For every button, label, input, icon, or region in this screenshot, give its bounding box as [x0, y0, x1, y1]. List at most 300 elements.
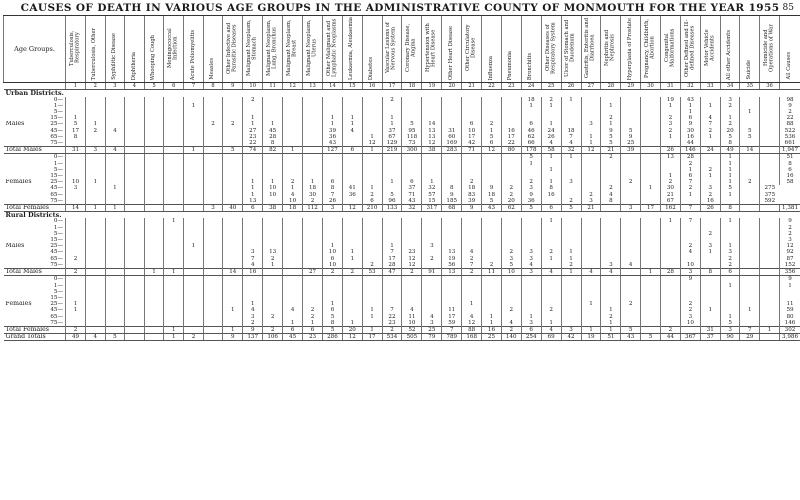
data-cell: 23: [243, 134, 263, 140]
data-cell: [402, 154, 422, 161]
data-cell: 11: [482, 269, 502, 276]
column-number: 36: [760, 83, 780, 90]
data-cell: 9: [442, 192, 462, 198]
data-cell: 1: [482, 128, 502, 134]
data-cell: 43: [323, 140, 343, 147]
data-cell: 13: [422, 134, 442, 140]
column-number: 23: [501, 83, 521, 90]
data-cell: [760, 269, 780, 276]
data-cell: 32: [422, 185, 442, 191]
column-header: [402, 16, 422, 83]
data-cell: 1: [740, 307, 760, 313]
age-group-label: 75—: [50, 140, 64, 147]
data-cell: 3: [720, 326, 740, 333]
data-cell: 16: [700, 198, 720, 205]
data-cell: 12: [342, 334, 362, 341]
data-cell: [164, 262, 184, 269]
column-header-label: Other Infective and Parasitic Diseases: [226, 22, 238, 74]
data-cell: 1: [561, 154, 581, 161]
data-cell: [581, 262, 601, 269]
table-row: [4, 198, 800, 205]
data-cell: [243, 276, 263, 283]
data-cell: 43: [621, 334, 641, 341]
sex-label: [4, 320, 45, 327]
data-cell: [125, 147, 145, 154]
data-cell: 38: [263, 205, 283, 212]
data-cell: 27: [303, 269, 323, 276]
data-cell: 17: [641, 205, 661, 212]
data-cell: 2: [720, 103, 740, 109]
data-cell: 12: [402, 256, 422, 262]
data-cell: 83: [462, 192, 482, 198]
data-cell: 3: [521, 249, 541, 255]
data-cell: 74: [243, 147, 263, 154]
table-body: [4, 90, 800, 341]
data-cell: 28: [660, 269, 680, 276]
data-cell: 2: [700, 192, 720, 198]
column-header-label: Other Malignant and Lymphatic Neoplasms: [325, 18, 338, 78]
column-header-label: Hyperplasia of Prostate: [626, 17, 633, 80]
age-group-label: 25—: [50, 301, 64, 308]
data-cell: 49: [720, 147, 740, 154]
data-cell: 3: [680, 269, 700, 276]
data-cell: [125, 276, 145, 283]
data-cell: [243, 154, 263, 161]
sex-label: Males: [5, 243, 25, 250]
data-cell: 1: [263, 262, 283, 269]
column-header-label: Leukaemia, Aleukaemia: [348, 17, 355, 80]
data-cell: 1: [660, 103, 680, 109]
data-cell: 52: [402, 326, 422, 333]
data-cell: [402, 276, 422, 283]
column-header: [243, 16, 263, 83]
data-cell: 2: [700, 167, 720, 173]
data-cell: 1: [362, 307, 382, 313]
data-cell: 17: [501, 134, 521, 140]
column-header-label: Whooping Cough: [150, 34, 157, 80]
data-cell: 1: [164, 334, 184, 341]
data-cell: 1: [144, 269, 164, 276]
data-cell: 4: [422, 314, 442, 320]
column-header: [86, 16, 106, 83]
column-number: 1: [66, 83, 86, 90]
data-cell: 43: [482, 205, 502, 212]
data-cell: 152: [780, 262, 800, 269]
data-cell: 1: [303, 179, 323, 185]
data-cell: 10: [323, 249, 343, 255]
data-cell: [641, 154, 661, 161]
data-cell: 5: [382, 192, 402, 198]
data-cell: 2: [740, 179, 760, 185]
data-cell: 1: [86, 179, 106, 185]
sex-label: Females: [5, 179, 32, 186]
data-cell: 1: [561, 249, 581, 255]
data-cell: 26: [323, 198, 343, 205]
column-header-label: Other Heart Disease: [447, 25, 454, 80]
data-cell: 19: [442, 256, 462, 262]
column-header-label: Measles: [209, 58, 216, 80]
data-cell: [125, 334, 145, 341]
data-cell: 3: [780, 237, 800, 243]
data-cell: 22: [243, 140, 263, 147]
data-cell: 3: [621, 205, 641, 212]
data-cell: [263, 276, 283, 283]
data-cell: 2: [720, 256, 740, 262]
data-cell: [184, 198, 204, 205]
column-header: [581, 16, 601, 83]
total-row: [4, 205, 800, 212]
data-cell: 1: [541, 179, 561, 185]
column-header: [521, 16, 541, 83]
data-cell: 219: [382, 147, 402, 154]
data-cell: 367: [680, 334, 700, 341]
data-cell: [720, 198, 740, 205]
data-cell: 2: [601, 115, 621, 121]
section-title: Urban Districts.: [5, 89, 64, 97]
data-cell: 9: [780, 103, 800, 109]
data-cell: 2: [382, 326, 402, 333]
data-cell: 4: [243, 262, 263, 269]
data-cell: [462, 276, 482, 283]
data-cell: 26: [660, 147, 680, 154]
age-group-label: 15—: [50, 173, 64, 180]
data-cell: 6: [323, 179, 343, 185]
data-cell: 31: [442, 128, 462, 134]
data-cell: 51: [780, 154, 800, 161]
column-number: 17: [382, 83, 402, 90]
data-cell: [144, 154, 164, 161]
data-cell: [323, 154, 343, 161]
sex-label: [4, 154, 45, 161]
data-cell: 3: [561, 179, 581, 185]
data-cell: 88: [780, 121, 800, 127]
data-cell: 1: [342, 121, 362, 127]
data-cell: 2: [561, 198, 581, 205]
data-cell: 1: [700, 307, 720, 313]
data-cell: 6: [323, 307, 343, 313]
data-cell: 6: [541, 205, 561, 212]
data-cell: 3: [66, 185, 86, 191]
age-group-label: 0—: [53, 218, 64, 225]
data-cell: 1: [581, 326, 601, 333]
column-header-label: Hypertension with Heart Disease: [425, 23, 437, 73]
age-group-label: 5—: [53, 166, 64, 173]
data-cell: [125, 140, 145, 147]
data-cell: 1: [680, 103, 700, 109]
table-row: [4, 276, 800, 283]
data-cell: 2: [541, 307, 561, 313]
data-cell: 22: [780, 115, 800, 121]
data-cell: [86, 269, 106, 276]
data-cell: 3: [601, 262, 621, 269]
data-cell: [203, 334, 223, 341]
data-cell: 1: [362, 326, 382, 333]
data-cell: 2: [680, 243, 700, 249]
data-cell: [203, 147, 223, 154]
data-cell: 6: [283, 326, 303, 333]
data-cell: 7: [462, 262, 482, 269]
data-cell: 3: [323, 205, 343, 212]
column-header: [144, 16, 164, 83]
data-cell: 5: [720, 134, 740, 140]
column-number: 11: [263, 83, 283, 90]
sex-label: [4, 140, 45, 147]
data-cell: 1: [323, 243, 343, 249]
data-cell: [164, 205, 184, 212]
data-cell: 30: [303, 192, 323, 198]
data-cell: 4: [105, 147, 125, 154]
column-header: [303, 16, 323, 83]
data-cell: 106: [263, 334, 283, 341]
section-header-row: [4, 90, 800, 97]
data-cell: 5: [601, 140, 621, 147]
data-cell: 60: [442, 134, 462, 140]
data-cell: 80: [501, 147, 521, 154]
data-cell: 5: [621, 128, 641, 134]
data-cell: [621, 198, 641, 205]
column-header-label: Other Diseases of Respiratory System: [544, 22, 557, 74]
data-cell: 3: [203, 205, 223, 212]
data-cell: 2: [501, 185, 521, 191]
column-number: 22: [482, 83, 502, 90]
data-cell: [144, 262, 164, 269]
column-header: [561, 16, 581, 83]
data-cell: 2: [263, 314, 283, 320]
data-cell: 1: [700, 103, 720, 109]
data-cell: 91: [422, 269, 442, 276]
column-header: [342, 16, 362, 83]
data-cell: 30: [660, 185, 680, 191]
column-header: [482, 16, 502, 83]
data-cell: [86, 326, 106, 333]
data-cell: [144, 140, 164, 147]
age-group-label: 65—: [50, 133, 64, 140]
data-cell: [382, 154, 402, 161]
data-cell: 3: [720, 97, 740, 103]
data-cell: [86, 154, 106, 161]
data-cell: [203, 269, 223, 276]
column-header: [780, 16, 800, 83]
data-cell: 5: [223, 147, 243, 154]
total-label: Total Males: [4, 147, 66, 154]
column-number: 15: [342, 83, 362, 90]
data-cell: [105, 326, 125, 333]
data-cell: 37: [402, 185, 422, 191]
data-cell: [760, 205, 780, 212]
data-cell: 36: [521, 198, 541, 205]
data-cell: [144, 198, 164, 205]
data-cell: 2: [184, 334, 204, 341]
data-cell: [660, 140, 680, 147]
data-cell: 9: [680, 276, 700, 283]
column-header: [541, 16, 561, 83]
data-cell: 1: [521, 103, 541, 109]
data-cell: 661: [780, 140, 800, 147]
data-cell: 2: [780, 231, 800, 237]
data-cell: 4: [462, 314, 482, 320]
data-cell: 29: [740, 334, 760, 341]
data-cell: 1: [601, 326, 621, 333]
data-cell: 62: [501, 205, 521, 212]
data-cell: [641, 262, 661, 269]
data-cell: 46: [521, 128, 541, 134]
column-number: 12: [283, 83, 303, 90]
table-row: [4, 140, 800, 147]
data-cell: 3: [660, 121, 680, 127]
column-number: 31: [660, 83, 680, 90]
data-cell: 146: [680, 147, 700, 154]
data-cell: [144, 326, 164, 333]
data-cell: 16: [501, 128, 521, 134]
data-cell: 1: [303, 320, 323, 327]
data-cell: [482, 154, 502, 161]
data-cell: [223, 140, 243, 147]
data-cell: 2: [303, 198, 323, 205]
data-cell: 3: [521, 256, 541, 262]
data-cell: 1: [362, 185, 382, 191]
data-cell: [125, 262, 145, 269]
data-cell: 5: [561, 205, 581, 212]
data-cell: 1: [660, 134, 680, 140]
data-cell: [164, 140, 184, 147]
data-cell: 2: [541, 249, 561, 255]
data-cell: 1: [66, 115, 86, 121]
data-cell: 42: [561, 334, 581, 341]
data-cell: 536: [780, 134, 800, 140]
data-cell: 8: [66, 134, 86, 140]
age-group-label: 25—: [50, 179, 64, 186]
data-cell: [362, 154, 382, 161]
data-cell: 14: [223, 269, 243, 276]
data-cell: 2: [501, 326, 521, 333]
data-cell: 17: [442, 314, 462, 320]
data-cell: 37: [382, 128, 402, 134]
data-cell: 9: [462, 205, 482, 212]
data-cell: 7: [680, 179, 700, 185]
data-cell: 49: [66, 334, 86, 341]
data-cell: 36: [323, 134, 343, 140]
column-header-label: Diphtheria: [130, 51, 137, 80]
data-cell: 3: [86, 147, 106, 154]
column-header-label: Tuberculosis, Other: [91, 27, 98, 80]
data-cell: 8: [780, 161, 800, 167]
data-cell: 1: [541, 218, 561, 224]
data-cell: 1: [283, 320, 303, 327]
data-cell: 210: [362, 205, 382, 212]
data-cell: 17: [382, 256, 402, 262]
data-cell: 5: [482, 134, 502, 140]
data-cell: [66, 262, 86, 269]
data-cell: 1: [601, 103, 621, 109]
data-cell: 17: [462, 134, 482, 140]
data-cell: 3: [521, 185, 541, 191]
data-cell: 57: [422, 192, 442, 198]
data-cell: 14: [422, 121, 442, 127]
total-row: [4, 326, 800, 333]
data-cell: 4: [105, 128, 125, 134]
age-group-label: 0—: [53, 154, 64, 161]
data-cell: 6: [521, 326, 541, 333]
column-number: 3: [105, 83, 125, 90]
data-cell: 118: [402, 134, 422, 140]
data-cell: [184, 269, 204, 276]
data-cell: 1: [700, 173, 720, 179]
data-cell: [700, 320, 720, 327]
data-cell: 16: [482, 326, 502, 333]
data-cell: [541, 262, 561, 269]
data-cell: [621, 320, 641, 327]
data-cell: 1: [342, 256, 362, 262]
data-cell: 3: [581, 198, 601, 205]
data-cell: 42: [462, 140, 482, 147]
data-cell: 9: [243, 326, 263, 333]
data-cell: 5: [740, 134, 760, 140]
data-cell: 3: [521, 269, 541, 276]
data-cell: 302: [780, 326, 800, 333]
data-cell: 1: [263, 121, 283, 127]
data-cell: 1: [561, 269, 581, 276]
data-cell: [323, 276, 343, 283]
data-cell: [283, 262, 303, 269]
data-cell: 1: [382, 179, 402, 185]
data-cell: 2: [521, 179, 541, 185]
data-cell: [422, 154, 442, 161]
data-cell: [66, 140, 86, 147]
data-cell: 356: [780, 269, 800, 276]
total-label: Total Females: [4, 326, 66, 333]
data-cell: 9: [621, 134, 641, 140]
column-header-label: All Causes: [786, 52, 793, 80]
data-cell: [105, 154, 125, 161]
column-number-spacer: [4, 83, 66, 90]
column-number: 9: [223, 83, 243, 90]
data-cell: 2: [541, 97, 561, 103]
data-cell: 1: [362, 134, 382, 140]
data-cell: 6: [342, 147, 362, 154]
data-cell: [86, 262, 106, 269]
age-group-label: 0—: [53, 276, 64, 283]
data-cell: [263, 269, 283, 276]
data-cell: 1: [700, 134, 720, 140]
data-cell: 146: [780, 320, 800, 327]
column-header-label: Tuberculosis, Respiratory: [68, 30, 81, 66]
data-cell: 22: [501, 140, 521, 147]
data-cell: 4: [501, 320, 521, 327]
data-cell: 2: [482, 121, 502, 127]
data-cell: 1: [223, 307, 243, 313]
data-cell: [144, 276, 164, 283]
column-header-label: Diabetes: [368, 56, 375, 80]
data-cell: 30: [680, 128, 700, 134]
data-cell: [223, 320, 243, 327]
data-cell: 3: [243, 314, 263, 320]
column-header-label: Pneumonia: [507, 50, 514, 80]
data-cell: 2: [263, 326, 283, 333]
data-cell: 5: [720, 185, 740, 191]
column-header: [105, 16, 125, 83]
data-cell: 14: [740, 147, 760, 154]
data-cell: [442, 276, 462, 283]
age-group-label: 25—: [50, 243, 64, 250]
data-cell: 21: [660, 192, 680, 198]
data-cell: 2: [243, 97, 263, 103]
data-cell: 6: [521, 121, 541, 127]
data-cell: 1: [720, 192, 740, 198]
column-header-label: Homicide and Operations of War: [762, 24, 775, 72]
age-group-label: 75—: [50, 261, 64, 268]
data-cell: 39: [323, 128, 343, 134]
table-row: [4, 154, 800, 161]
